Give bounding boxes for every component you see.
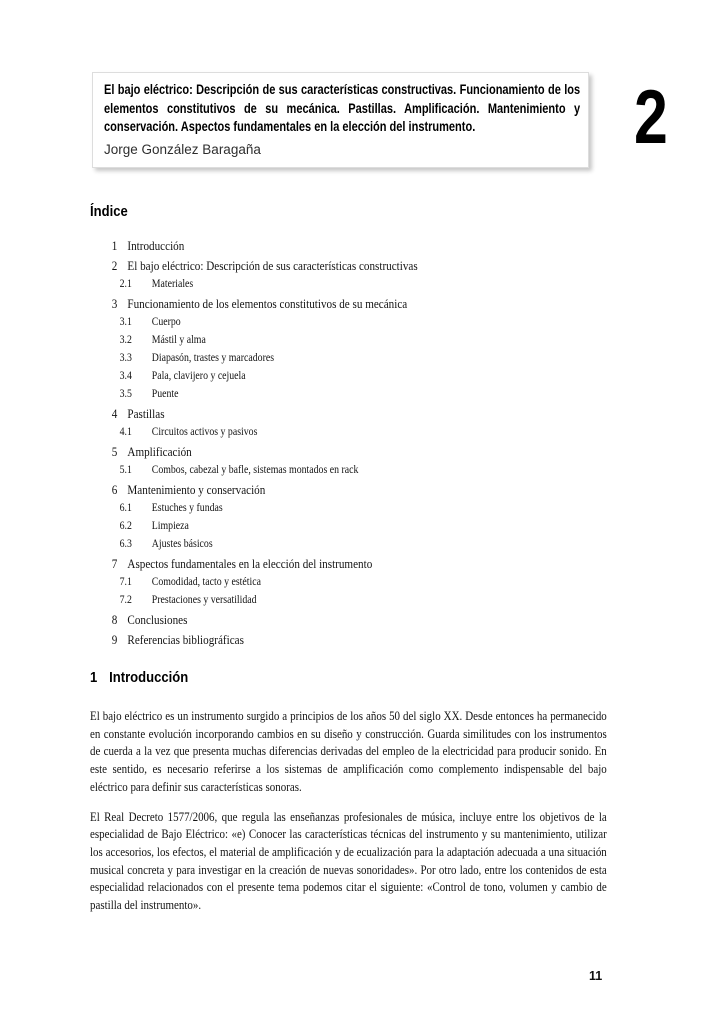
toc-item-number: 3.2 (119, 334, 132, 346)
toc-item (90, 611, 607, 629)
toc-item (90, 237, 607, 255)
toc-heading: Índice (90, 203, 128, 220)
toc-item-number: 6.2 (119, 520, 132, 532)
toc-item-number: 4.1 (119, 426, 132, 438)
toc-item (90, 423, 607, 441)
page-number: 11 (589, 969, 603, 983)
toc-item-number: 9 (111, 633, 118, 647)
toc-item (90, 275, 607, 293)
toc-item-label: Cuerpo (151, 316, 181, 328)
toc-item-number: 4 (111, 407, 118, 421)
toc-item-label: Pala, clavijero y cejuela (151, 370, 246, 382)
toc-item (90, 517, 607, 535)
toc-item-label: Introducción (127, 239, 185, 253)
toc-item-label: Pastillas (127, 407, 165, 421)
toc-item-label: Prestaciones y versatilidad (151, 594, 257, 606)
toc-item-label: Ajustes básicos (151, 538, 213, 550)
toc-item (90, 331, 607, 349)
toc-item-number: 8 (111, 613, 118, 627)
toc-item (90, 461, 607, 479)
toc-item-number: 6.1 (119, 502, 132, 514)
toc-item-label: Combos, cabezal y bafle, sistemas montados en rack (151, 464, 359, 476)
toc-item-label: Mantenimiento y conservación (127, 483, 266, 497)
toc-item (90, 631, 607, 649)
toc-item-number: 1 (111, 239, 118, 253)
toc-item (90, 385, 607, 403)
chapter-header-box (92, 72, 589, 168)
toc-item-label: Comodidad, tacto y estética (151, 576, 261, 588)
chapter-author: Jorge González Baragaña (104, 141, 261, 157)
toc-item-number: 2 (111, 259, 118, 273)
paragraph: El Real Decreto 1577/2006, que regula las enseñanzas profesionales de música, incluye entre los objetivos de la especialidad de Bajo Eléctrico: «e) Conocer las características técnicas del instrumento y su mantenimiento, utilizar los accesorios, los efectos, el material de amplificación y de ecualización para la adaptación adecuada a una situación musical concreta y para investigar en la creación de nuevas sonoridades». Por otro lado, entre los contenidos de esta especialidad relacionados con el presente tema podemos citar el siguiente: «Control de tono, volumen y cambio de pastilla del instrumento». (90, 809, 607, 913)
toc-item-label: Conclusiones (127, 613, 188, 627)
toc-item-number: 7.1 (119, 576, 132, 588)
toc-item-label: Circuitos activos y pasivos (151, 426, 258, 438)
toc-list (90, 237, 607, 649)
toc-item (90, 405, 607, 423)
toc-item-label: Mástil y alma (151, 334, 206, 346)
toc-item (90, 535, 607, 553)
toc-item-number: 2.1 (119, 278, 132, 290)
toc-item-label: Materiales (151, 278, 194, 290)
toc-item (90, 367, 607, 385)
toc-item-number: 3.1 (119, 316, 132, 328)
toc-item-label: Referencias bibliográficas (127, 633, 244, 647)
toc-item-label: Aspectos fundamentales en la elección del instrumento (127, 557, 373, 571)
toc-item-number: 6.3 (119, 538, 132, 550)
toc-item-number: 3.5 (119, 388, 132, 400)
toc-item (90, 313, 607, 331)
toc-item-label: Funcionamiento de los elementos constitutivos de su mecánica (127, 297, 408, 311)
toc-item-number: 7.2 (119, 594, 132, 606)
toc-item-number: 3.4 (119, 370, 132, 382)
section-number: 1 (90, 669, 98, 686)
toc-item-label: Puente (151, 388, 179, 400)
toc-item (90, 499, 607, 517)
toc-item-number: 3 (111, 297, 118, 311)
toc-item-number: 3.3 (119, 352, 132, 364)
toc-item (90, 295, 607, 313)
paragraph: El bajo eléctrico es un instrumento surgido a principios de los años 50 del siglo XX. Desde entonces ha permanecido en constante evolución incorporando cambios en su diseño y construcción. Guarda similitudes con los instrumentos de cuerda a la vez que presenta muchas diferencias derivadas del empleo de la electricidad para producir sonido. En este sentido, es necesario referirse a los sistemas de amplificación como complemento indispensable del bajo eléctrico para definir sus características sonoras. (90, 709, 607, 794)
toc-item-label: Amplificación (127, 445, 192, 459)
toc-item-number: 6 (111, 483, 118, 497)
toc-item-number: 5 (111, 445, 118, 459)
section-heading (90, 668, 607, 688)
section-title: Introducción (109, 669, 189, 686)
toc-item-label: Diapasón, trastes y marcadores (151, 352, 275, 364)
toc-item (90, 555, 607, 573)
toc-item (90, 257, 607, 275)
toc-item (90, 573, 607, 591)
toc-item-label: Estuches y fundas (151, 502, 223, 514)
toc-item (90, 349, 607, 367)
toc-item-number: 5.1 (119, 464, 132, 476)
toc-item-label: Limpieza (151, 520, 189, 532)
toc-item-number: 7 (111, 557, 118, 571)
toc-item (90, 481, 607, 499)
toc-item (90, 591, 607, 609)
toc-item (90, 443, 607, 461)
toc-item-label: El bajo eléctrico: Descripción de sus características constructivas (127, 259, 418, 273)
chapter-number: 2 (634, 75, 668, 160)
body-paragraphs (90, 708, 607, 915)
chapter-title: El bajo eléctrico: Descripción de sus características constructivas. Funcionamiento de los elementos constitutivos de su mecánica. Pastillas. Amplificación. Mantenimiento y conservación. Aspectos fundamentales en la elección del instrumento. (104, 81, 581, 134)
content-column (90, 202, 607, 915)
